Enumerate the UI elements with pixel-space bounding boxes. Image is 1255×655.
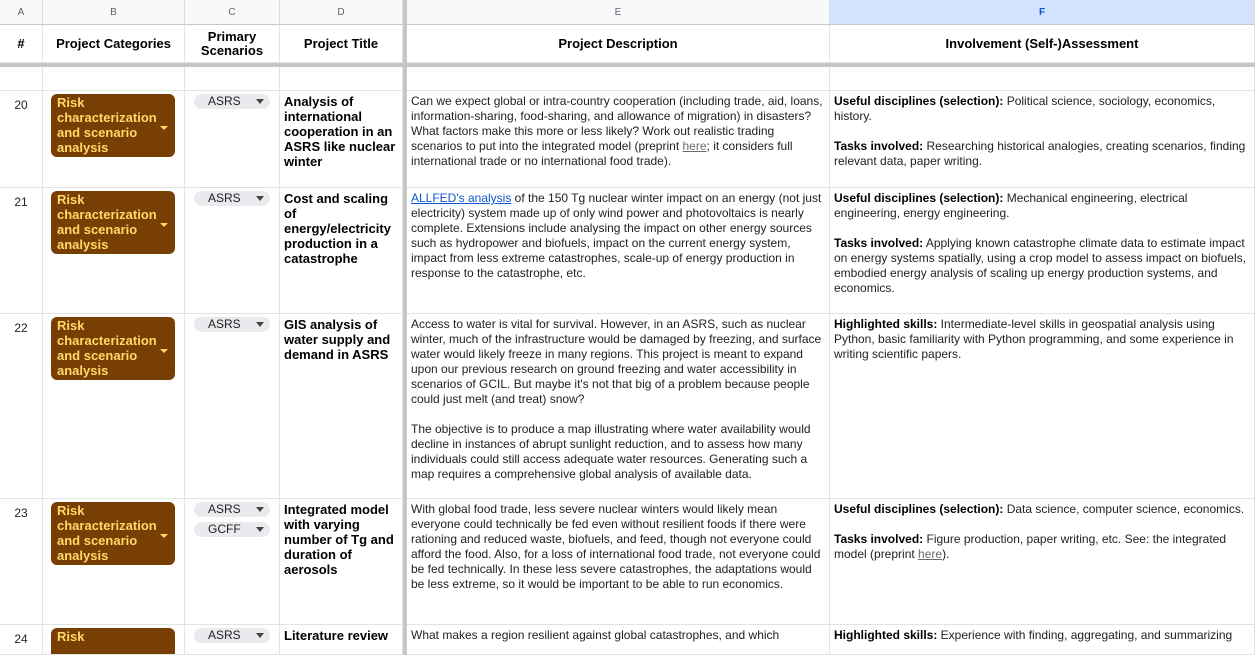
scrolled-cell[interactable] [185, 67, 280, 91]
disciplines-text: Data science, computer science, economics. [1003, 502, 1245, 516]
description-text: ; it considers full international trade or no international food trade). [411, 139, 793, 168]
disciplines-text: Mechanical engineering, electrical engineering, energy engineering. [834, 191, 1188, 220]
column-header-a[interactable]: A [0, 0, 43, 25]
project-description[interactable] [407, 91, 830, 188]
description-paragraph: The objective is to produce a map illustrating where water availability would decline in instances of abrupt sunlight reduction, and to assess how many individuals could still access adequate water resources. Generating such a map requires a comprehensive global analysis of available data. [411, 422, 811, 481]
scenario-chip[interactable] [194, 317, 270, 332]
dropdown-caret-icon [256, 322, 264, 327]
column-header-b[interactable]: B [43, 0, 185, 25]
scenario-label: ASRS [208, 94, 241, 108]
scenario-chip[interactable] [194, 502, 270, 517]
category-label: Risk characterization and scenario analysis [57, 95, 157, 155]
scenarios-cell[interactable] [185, 91, 280, 188]
scenario-label: ASRS [208, 502, 241, 516]
project-title[interactable]: Literature review [280, 625, 403, 655]
disciplines-label: Useful disciplines (selection): [834, 191, 1004, 205]
column-header-e[interactable]: E [407, 0, 830, 25]
project-description[interactable] [407, 188, 830, 314]
project-title[interactable]: GIS analysis of water supply and demand in ASRS [280, 314, 403, 499]
scenario-chip[interactable] [194, 94, 270, 109]
row-number[interactable]: 24 [0, 625, 43, 655]
category-label: Risk characterization and scenario analysis [57, 318, 157, 378]
category-label: Risk characterization and scenario analysis [57, 192, 157, 252]
scenario-chip[interactable] [194, 522, 270, 537]
category-cell[interactable] [43, 314, 185, 499]
analysis-link[interactable]: ALLFED's analysis [411, 191, 512, 205]
category-cell[interactable] [43, 625, 185, 655]
involvement-assessment[interactable] [830, 188, 1255, 314]
scenario-label: GCFF [208, 522, 241, 536]
tasks-text: ). [942, 547, 950, 561]
description-paragraph: Access to water is vital for survival. However, in an ASRS, such as nuclear winter, much of the infrastructure would be damaged by freezing, and surface water would likely freeze in many regions. This project is meant to expand upon our previous research on ground freezing and water accessibility in scenarios of GCIL. But maybe it's not that big of a problem because people could just melt (and treat) snow? [411, 317, 822, 406]
scenarios-cell[interactable] [185, 625, 280, 655]
tasks-label: Tasks involved: [834, 236, 924, 250]
category-chip[interactable] [51, 628, 175, 655]
category-chip[interactable] [51, 317, 175, 380]
dropdown-caret-icon [160, 534, 168, 538]
project-description[interactable]: What makes a region resilient against global catastrophes, and which [407, 625, 830, 655]
description-text: of the 150 Tg nuclear winter impact on an energy (not just electricity) system made up of only wind power and photovoltaics is nearly complete. Extensions include analysing the impact on other energy sources such as hydropower and biofuels, impact on the current energy system, impact from less extreme catastrophes, scale-up of energy production in response to the catastrophe, etc. [411, 191, 822, 280]
column-header-f[interactable]: F [830, 0, 1255, 25]
dropdown-caret-icon [160, 223, 168, 227]
row-number[interactable]: 22 [0, 314, 43, 499]
dropdown-caret-icon [256, 99, 264, 104]
row-number[interactable]: 21 [0, 188, 43, 314]
category-chip[interactable] [51, 94, 175, 157]
scrolled-cell[interactable] [43, 67, 185, 91]
scrolled-cell[interactable] [280, 67, 403, 91]
header-scenarios[interactable]: Primary Scenarios [185, 25, 280, 63]
involvement-assessment[interactable] [830, 499, 1255, 625]
dropdown-caret-icon [256, 196, 264, 201]
row-number[interactable]: 23 [0, 499, 43, 625]
project-title[interactable]: Integrated model with varying number of Tg and duration of aerosols [280, 499, 403, 625]
project-title[interactable]: Analysis of international cooperation in an ASRS like nuclear winter [280, 91, 403, 188]
tasks-label: Tasks involved: [834, 139, 924, 153]
project-description[interactable] [407, 314, 830, 499]
skills-label: Highlighted skills: [834, 317, 938, 331]
skills-text: Intermediate-level skills in geospatial analysis using Python, basic familiarity with Python programming, and some experience in writing scientific papers. [834, 317, 1234, 361]
scrolled-cell[interactable] [0, 67, 43, 91]
dropdown-caret-icon [160, 349, 168, 353]
project-description[interactable]: With global food trade, less severe nuclear winters would likely mean everyone could technically be fed even without resilient foods if there were rationing and reduced waste, biofuels, and feed, though not everyone could afford the food. Also, for a loss of international food trade, not everyone could be fed technically. In these less severe catastrophes, the adaptations would be less extreme, so it would be important to be able to run economics. [407, 499, 830, 625]
project-title[interactable]: Cost and scaling of energy/electricity production in a catastrophe [280, 188, 403, 314]
category-cell[interactable] [43, 91, 185, 188]
scenario-label: ASRS [208, 191, 241, 205]
header-num[interactable]: # [0, 25, 43, 63]
skills-text: Experience with finding, aggregating, and summarizing [937, 628, 1233, 642]
skills-label: Highlighted skills: [834, 628, 938, 642]
preprint-link[interactable]: here [682, 139, 707, 153]
scenarios-cell[interactable] [185, 499, 280, 625]
header-categories[interactable]: Project Categories [43, 25, 185, 63]
involvement-assessment[interactable] [830, 91, 1255, 188]
frozen-rows-divider[interactable] [0, 63, 1255, 67]
scenario-label: ASRS [208, 628, 241, 642]
header-involvement[interactable]: Involvement (Self-)Assessment [830, 25, 1255, 63]
dropdown-caret-icon [256, 507, 264, 512]
disciplines-label: Useful disciplines (selection): [834, 94, 1004, 108]
disciplines-label: Useful disciplines (selection): [834, 502, 1004, 516]
scenarios-cell[interactable] [185, 314, 280, 499]
column-header-c[interactable]: C [185, 0, 280, 25]
header-description[interactable]: Project Description [407, 25, 830, 63]
involvement-assessment[interactable] [830, 314, 1255, 499]
category-label: Risk characterization and scenario analysis [57, 503, 157, 563]
scrolled-cell[interactable] [830, 67, 1255, 91]
category-cell[interactable] [43, 499, 185, 625]
tasks-text: Figure production, paper writing, etc. See: the integrated model (preprint [834, 532, 1226, 561]
tasks-text: Applying known catastrophe climate data to estimate impact on energy systems spatially, using a crop model to assess impact on biofuels, embodied energy analysis of scaling up energy production systems, and economics. [834, 236, 1246, 295]
disciplines-text: Political science, sociology, economics, history. [834, 94, 1216, 123]
frozen-columns-divider[interactable] [403, 0, 407, 655]
row-number[interactable]: 20 [0, 91, 43, 188]
scenario-label: ASRS [208, 317, 241, 331]
category-chip[interactable] [51, 191, 175, 254]
dropdown-caret-icon [160, 126, 168, 130]
column-header-d[interactable]: D [280, 0, 403, 25]
dropdown-caret-icon [256, 527, 264, 532]
preprint-link[interactable]: here [918, 547, 943, 561]
scenario-chip[interactable] [194, 628, 270, 643]
scenarios-cell[interactable] [185, 188, 280, 314]
tasks-text: Researching historical analogies, creating scenarios, finding relevant data, paper writing. [834, 139, 1246, 168]
tasks-label: Tasks involved: [834, 532, 924, 546]
category-chip[interactable] [51, 502, 175, 565]
involvement-assessment[interactable] [830, 625, 1255, 655]
dropdown-caret-icon [256, 633, 264, 638]
description-text: Can we expect global or intra-country cooperation (including trade, aid, loans, information-sharing, food-sharing, and allowance of migration) in disasters? What factors make this more or less likely? Work out realistic trading scenarios to put into the integrated model (preprint [411, 94, 823, 153]
scrolled-cell[interactable] [407, 67, 830, 91]
scenario-chip[interactable] [194, 191, 270, 206]
category-cell[interactable] [43, 188, 185, 314]
header-title[interactable]: Project Title [280, 25, 403, 63]
category-label: Risk [57, 629, 85, 644]
